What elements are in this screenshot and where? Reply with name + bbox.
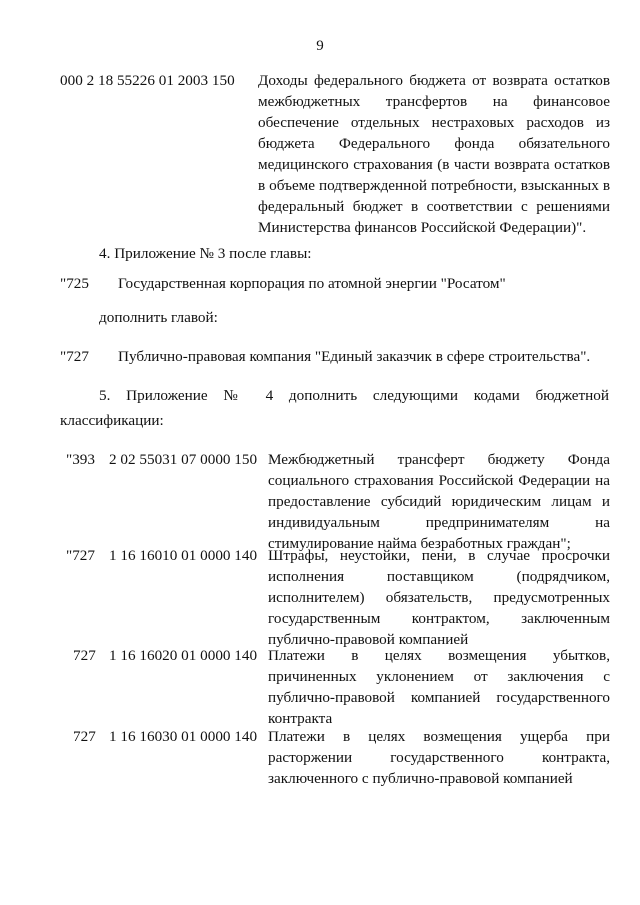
row-description [258, 70, 610, 238]
row-description [268, 449, 610, 554]
description-line: индивидуальным предпринимателям на [268, 514, 610, 531]
description-line: стимулирование найма безработных граждан"; [268, 535, 571, 552]
description-line: социального страхования Российской Федерации на [268, 472, 610, 489]
row-description [268, 545, 610, 650]
description-line: Платежи в целях возмещения ущерба при [268, 728, 610, 745]
budget-code: 000 2 18 55226 01 2003 150 [60, 72, 235, 89]
description-line: Штрафы, неустойки, пени, в случае просрочки [268, 547, 610, 564]
budget-code: 1 16 16030 01 0000 140 [109, 728, 258, 745]
description-line: предоставление субсидий юридическим лицам и [268, 493, 610, 510]
description-line: исполнения поставщиком (подрядчиком, [268, 568, 610, 585]
row-description [268, 645, 610, 729]
description-line: Доходы федерального бюджета от возврата остатков [258, 72, 610, 89]
admin-code: 727 [73, 647, 96, 664]
description-line: медицинского страхования (в части возврата остатков [258, 156, 610, 173]
item5-line: классификации: [60, 412, 164, 429]
item4-heading: 4. Приложение № 3 после главы: [99, 245, 312, 262]
chapter-code: "727 [60, 348, 89, 365]
description-line: контракта [268, 710, 333, 727]
admin-code: "727 [66, 547, 95, 564]
description-line: бюджета Федерального фонда обязательного [258, 135, 610, 152]
description-line: исполнителем) обязательств, предусмотренных [268, 589, 610, 606]
description-line: заключенного с публично-правовой компанией [268, 770, 573, 787]
description-line: федеральный бюджет в соответствии с решениями [258, 198, 610, 215]
row-description [268, 726, 610, 789]
description-line: публично-правовой компанией [268, 631, 469, 648]
budget-code: 2 02 55031 07 0000 150 [109, 451, 258, 468]
description-line: в объеме подтвержденной потребности, взысканных в [258, 177, 610, 194]
budget-code: 1 16 16010 01 0000 140 [109, 547, 258, 564]
description-line: причиненных уклонением от заключения с [268, 668, 610, 685]
admin-code: 727 [73, 728, 96, 745]
admin-code: "393 [66, 451, 95, 468]
description-line: межбюджетных трансфертов на финансовое [258, 93, 610, 110]
chapter-name: Государственная корпорация по атомной энергии "Росатом" [118, 275, 506, 292]
description-line: Платежи в целях возмещения убытков, [268, 647, 610, 664]
item5-line: 5. Приложение № 4 дополнить следующими кодами бюджетной [99, 387, 609, 404]
chapter-name: Публично-правовая компания "Единый заказчик в сфере строительства". [118, 348, 591, 365]
description-line: публично-правовой компанией государственного [268, 689, 610, 706]
description-line: Министерства финансов Российской Федерации)". [258, 219, 587, 236]
description-line: расторжении государственного контракта, [268, 749, 610, 766]
description-line: обеспечение отдельных нестраховых расходов из [258, 114, 610, 131]
budget-code: 1 16 16020 01 0000 140 [109, 647, 258, 664]
chapter-code: "725 [60, 275, 89, 292]
item4-supplement: дополнить главой: [99, 309, 218, 326]
description-line: Межбюджетный трансферт бюджету Фонда [268, 451, 610, 468]
description-line: государственным контрактом, заключенным [268, 610, 610, 627]
page-number: 9 [316, 38, 324, 54]
